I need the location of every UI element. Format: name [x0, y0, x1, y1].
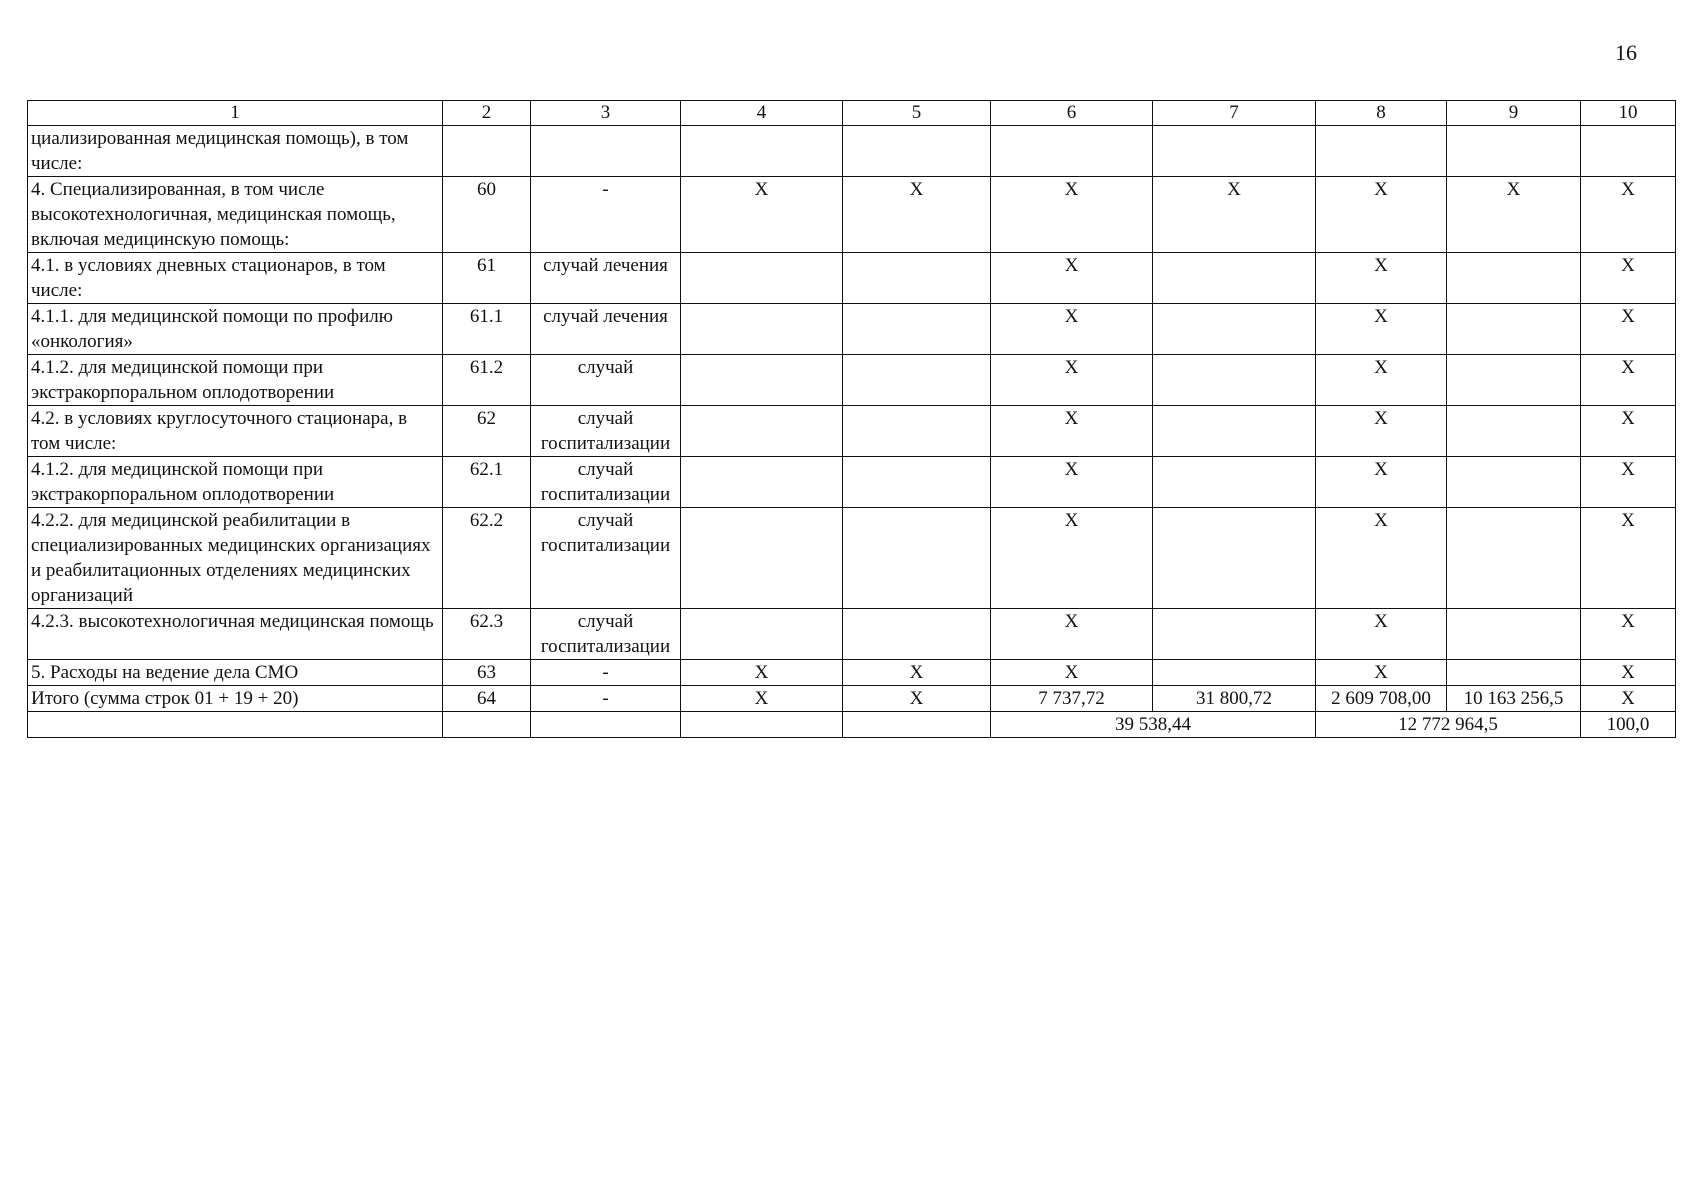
table-row [28, 457, 1676, 508]
cell-col-5 [843, 304, 991, 355]
column-header: 3 [531, 101, 681, 126]
summary-total-cols-8-9: 12 772 964,5 [1316, 712, 1581, 738]
cell-col-9 [1447, 609, 1581, 660]
cell-col-10: Х [1581, 609, 1676, 660]
cell-col-7 [1153, 660, 1316, 686]
cell-unit: случай лечения [531, 253, 681, 304]
column-header: 6 [991, 101, 1153, 126]
cell-col-5 [843, 508, 991, 609]
page-number: 16 [1615, 40, 1637, 65]
cell-col-6: Х [991, 508, 1153, 609]
cell-col-9: 10 163 256,5 [1447, 686, 1581, 712]
table-row [28, 609, 1676, 660]
cell-col-4 [681, 609, 843, 660]
cell-col-9 [1447, 355, 1581, 406]
table-body [28, 126, 1676, 738]
cell-col-9 [1447, 253, 1581, 304]
cell-col-8: Х [1316, 660, 1447, 686]
cell-unit: случай госпитализации [531, 457, 681, 508]
cell-code: 61.2 [443, 355, 531, 406]
cell-col-6: Х [991, 355, 1153, 406]
cell-col-8: Х [1316, 457, 1447, 508]
cell-code: 62.3 [443, 609, 531, 660]
cell-code: 62.1 [443, 457, 531, 508]
cell-name: 4.2.3. высокотехнологичная медицинская помощь [28, 609, 443, 660]
cell-col-5 [843, 355, 991, 406]
cell-col-4: Х [681, 686, 843, 712]
summary-total-col-10: 100,0 [1581, 712, 1676, 738]
cell-col-5 [843, 406, 991, 457]
cell-col-7: Х [1153, 177, 1316, 253]
cell-col-6: Х [991, 406, 1153, 457]
cell-col-7 [1153, 609, 1316, 660]
cell-col-6 [991, 126, 1153, 177]
column-header: 1 [28, 101, 443, 126]
cell-col-8: Х [1316, 355, 1447, 406]
cell-col-10 [1581, 126, 1676, 177]
cell-unit: случай [531, 355, 681, 406]
cell-code: 63 [443, 660, 531, 686]
cell-col-10: Х [1581, 686, 1676, 712]
cell-col-9 [1447, 126, 1581, 177]
table-row [28, 126, 1676, 177]
cell-col-6: Х [991, 253, 1153, 304]
cell-name: Итого (сумма строк 01 + 19 + 20) [28, 686, 443, 712]
cell-unit: - [531, 686, 681, 712]
cell-col-4 [681, 355, 843, 406]
financing-table [27, 100, 1676, 738]
table-row [28, 304, 1676, 355]
cell-code: 62 [443, 406, 531, 457]
cell-col-7 [1153, 355, 1316, 406]
summary-row [28, 712, 1676, 738]
cell-name: 4.2. в условиях круглосуточного стационара, в том числе: [28, 406, 443, 457]
cell-col-7 [1153, 508, 1316, 609]
summary-total-cols-6-7: 39 538,44 [991, 712, 1316, 738]
cell-col-6: Х [991, 304, 1153, 355]
cell-name: циализированная медицинская помощь), в том числе: [28, 126, 443, 177]
cell-col-10: Х [1581, 406, 1676, 457]
cell-col-6: Х [991, 660, 1153, 686]
cell-col-9 [1447, 304, 1581, 355]
column-header: 9 [1447, 101, 1581, 126]
cell-col-8: Х [1316, 609, 1447, 660]
cell-col-10: Х [1581, 304, 1676, 355]
column-header: 2 [443, 101, 531, 126]
cell-col-8: Х [1316, 253, 1447, 304]
cell-col-4 [681, 406, 843, 457]
cell-code: 60 [443, 177, 531, 253]
cell-col-7 [1153, 126, 1316, 177]
cell-col-7 [1153, 304, 1316, 355]
cell-col-9 [1447, 508, 1581, 609]
cell-name: 4. Специализированная, в том числе высокотехнологичная, медицинская помощь, включая медицинскую помощь: [28, 177, 443, 253]
cell-col-10: Х [1581, 457, 1676, 508]
cell-col-4 [681, 126, 843, 177]
table-row [28, 253, 1676, 304]
summary-cell [843, 712, 991, 738]
column-header: 4 [681, 101, 843, 126]
cell-unit: случай госпитализации [531, 508, 681, 609]
cell-unit: случай госпитализации [531, 609, 681, 660]
cell-col-4 [681, 253, 843, 304]
cell-col-7: 31 800,72 [1153, 686, 1316, 712]
cell-col-10: Х [1581, 177, 1676, 253]
cell-code: 61.1 [443, 304, 531, 355]
cell-col-10: Х [1581, 660, 1676, 686]
cell-name: 4.1.1. для медицинской помощи по профилю «онкология» [28, 304, 443, 355]
cell-col-4: Х [681, 177, 843, 253]
cell-col-10: Х [1581, 253, 1676, 304]
cell-col-6: Х [991, 177, 1153, 253]
cell-col-8 [1316, 126, 1447, 177]
cell-col-5: Х [843, 177, 991, 253]
cell-col-9 [1447, 406, 1581, 457]
cell-col-6: Х [991, 609, 1153, 660]
cell-col-10: Х [1581, 508, 1676, 609]
cell-unit: случай лечения [531, 304, 681, 355]
cell-col-9: Х [1447, 177, 1581, 253]
cell-col-5: Х [843, 686, 991, 712]
cell-col-10: Х [1581, 355, 1676, 406]
cell-col-5 [843, 457, 991, 508]
cell-name: 4.1. в условиях дневных стационаров, в том числе: [28, 253, 443, 304]
column-header: 7 [1153, 101, 1316, 126]
cell-col-7 [1153, 406, 1316, 457]
summary-cell [443, 712, 531, 738]
cell-col-5 [843, 126, 991, 177]
cell-col-9 [1447, 457, 1581, 508]
table-row [28, 686, 1676, 712]
column-header: 8 [1316, 101, 1447, 126]
column-header: 10 [1581, 101, 1676, 126]
cell-unit: - [531, 660, 681, 686]
cell-col-5 [843, 609, 991, 660]
cell-col-8: Х [1316, 304, 1447, 355]
cell-col-4: Х [681, 660, 843, 686]
cell-col-5 [843, 253, 991, 304]
cell-name: 4.1.2. для медицинской помощи при экстракорпоральном оплодотворении [28, 457, 443, 508]
cell-col-4 [681, 304, 843, 355]
table-row [28, 177, 1676, 253]
cell-unit [531, 126, 681, 177]
cell-name: 4.1.2. для медицинской помощи при экстракорпоральном оплодотворении [28, 355, 443, 406]
header-row [28, 101, 1676, 126]
cell-col-8: Х [1316, 508, 1447, 609]
table-row [28, 406, 1676, 457]
summary-cell [28, 712, 443, 738]
cell-code: 61 [443, 253, 531, 304]
cell-code: 64 [443, 686, 531, 712]
summary-cell [681, 712, 843, 738]
cell-col-6: Х [991, 457, 1153, 508]
cell-name: 5. Расходы на ведение дела СМО [28, 660, 443, 686]
cell-col-4 [681, 508, 843, 609]
cell-unit: случай госпитализации [531, 406, 681, 457]
table-row [28, 355, 1676, 406]
table-row [28, 660, 1676, 686]
cell-col-8: 2 609 708,00 [1316, 686, 1447, 712]
cell-col-7 [1153, 253, 1316, 304]
cell-col-4 [681, 457, 843, 508]
cell-col-5: Х [843, 660, 991, 686]
cell-code [443, 126, 531, 177]
cell-col-8: Х [1316, 406, 1447, 457]
cell-name: 4.2.2. для медицинской реабилитации в специализированных медицинских организациях и реабилитационных отделениях медицинских организаций [28, 508, 443, 609]
cell-unit: - [531, 177, 681, 253]
cell-col-9 [1447, 660, 1581, 686]
column-header: 5 [843, 101, 991, 126]
cell-col-8: Х [1316, 177, 1447, 253]
summary-cell [531, 712, 681, 738]
table-row [28, 508, 1676, 609]
cell-code: 62.2 [443, 508, 531, 609]
cell-col-7 [1153, 457, 1316, 508]
cell-col-6: 7 737,72 [991, 686, 1153, 712]
